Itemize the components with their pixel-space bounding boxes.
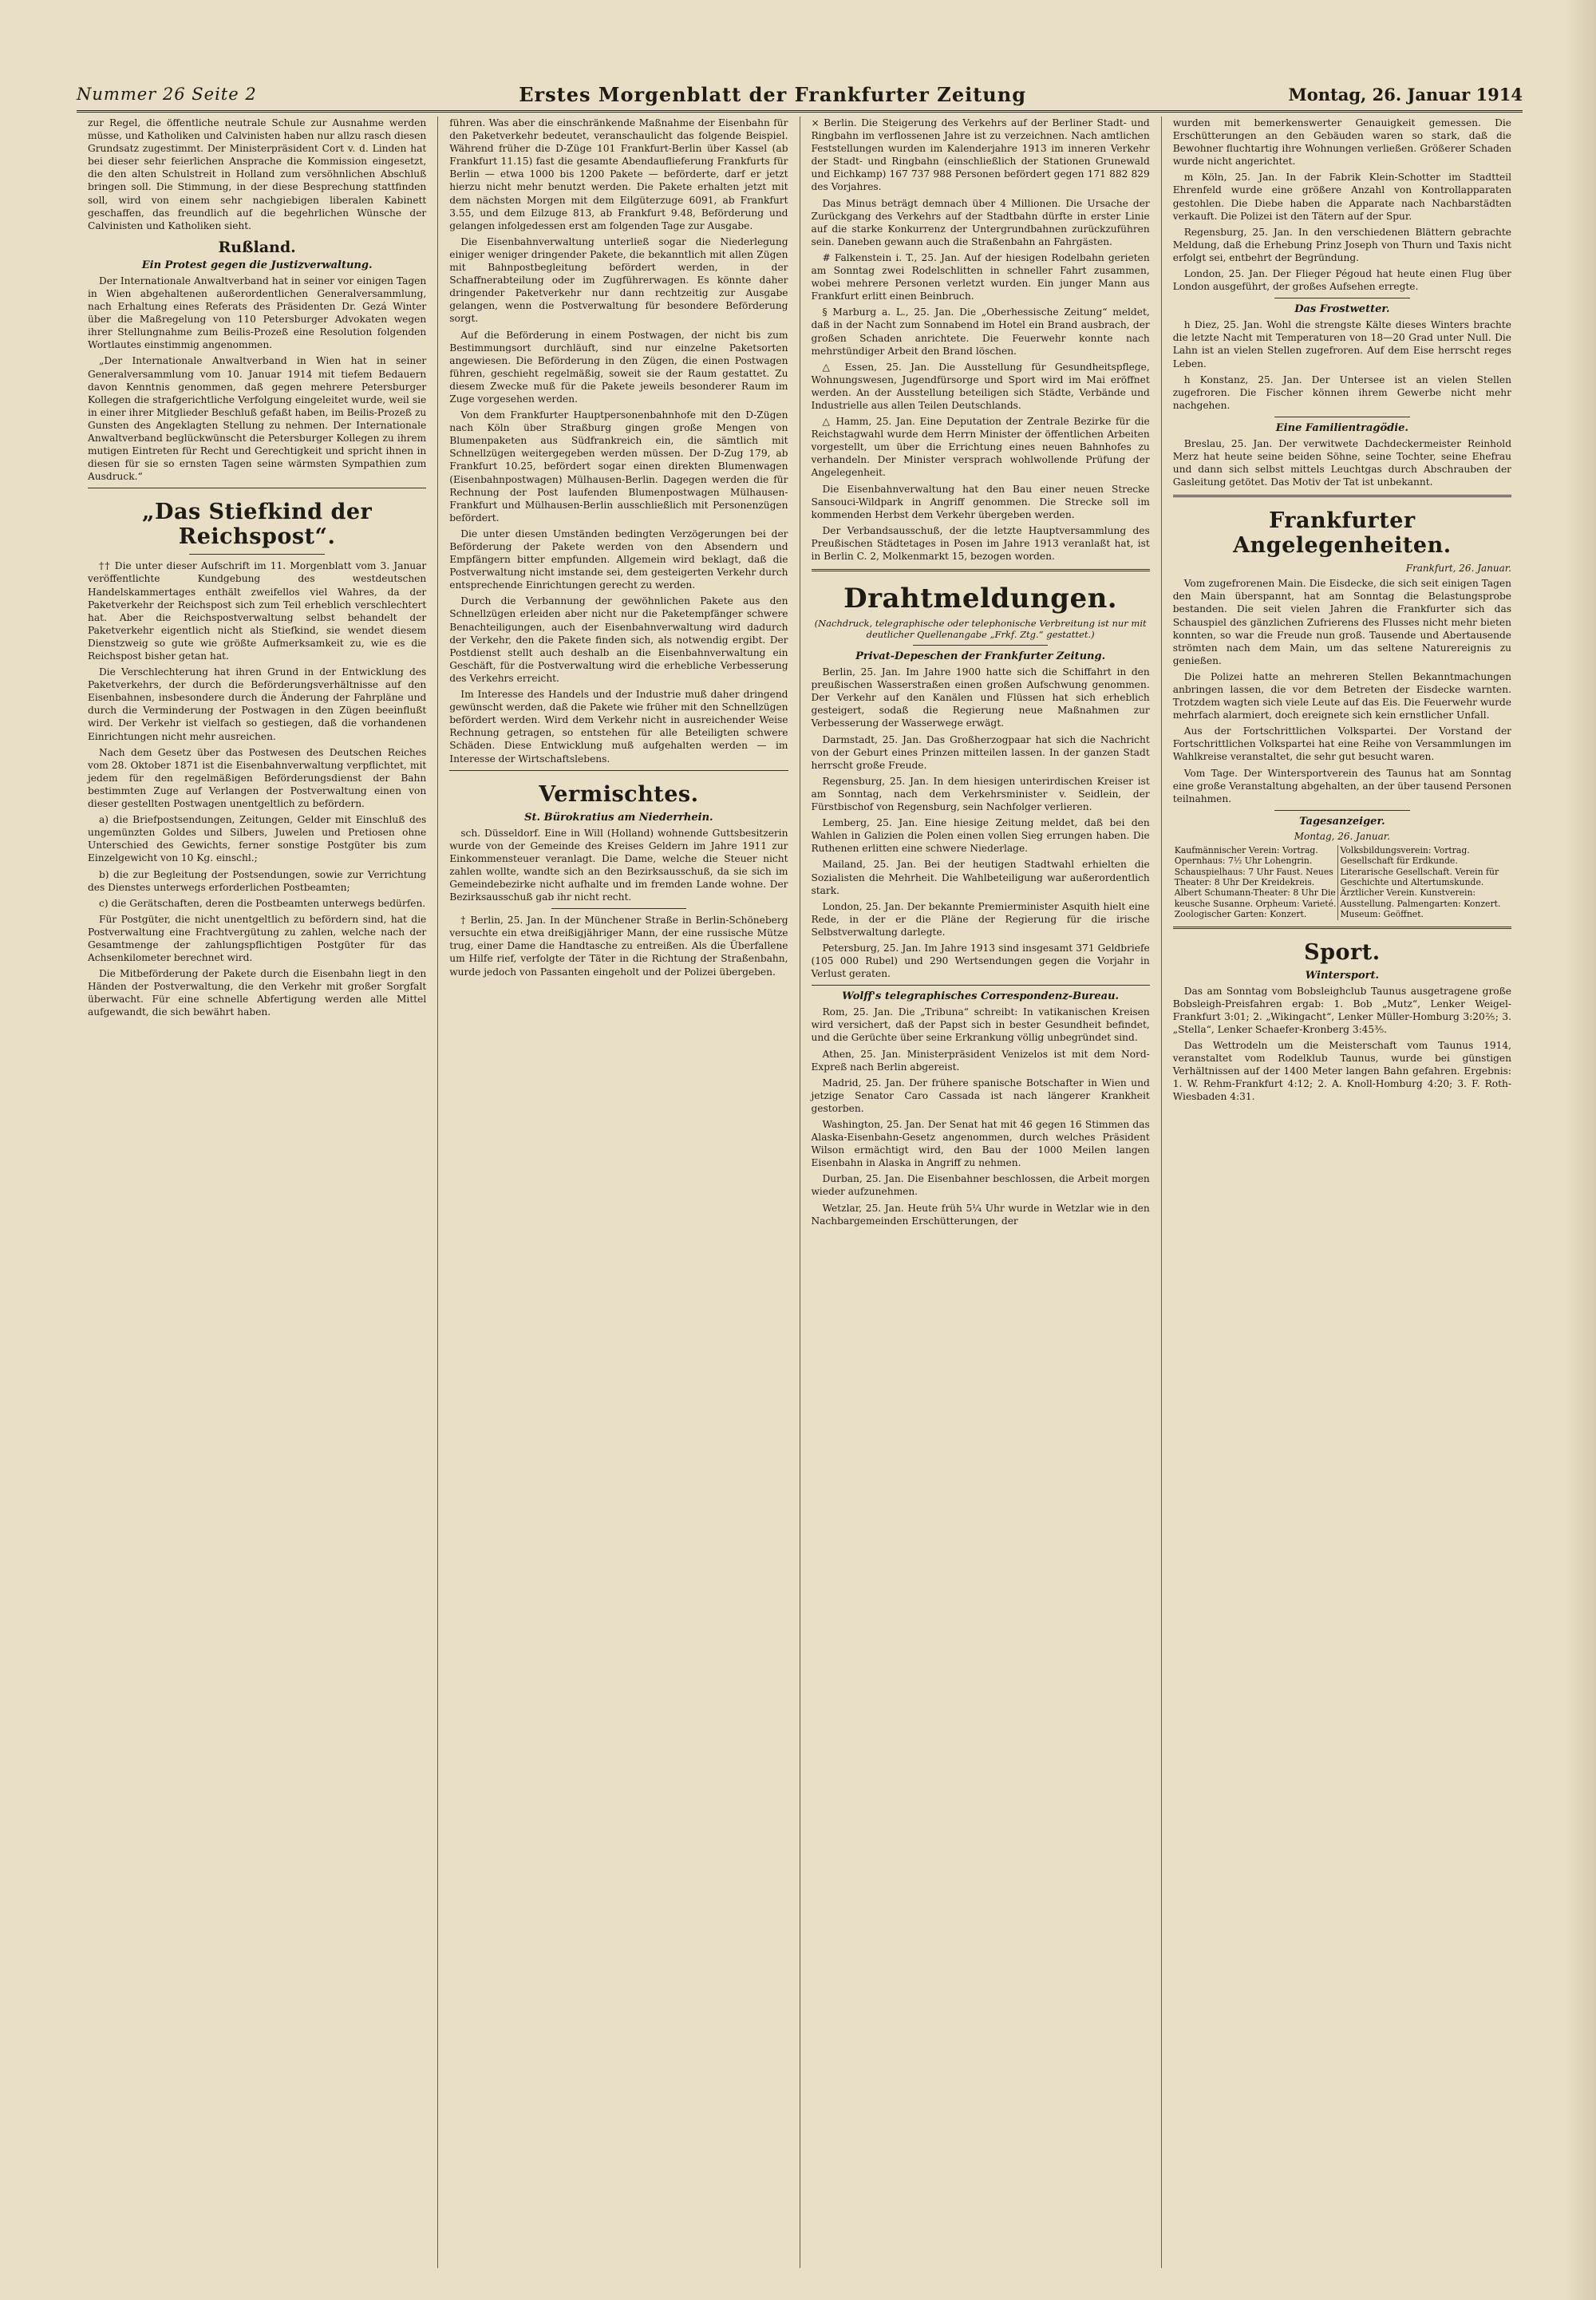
article-text: a) die Briefpostsendungen, Zeitungen, Gelder mit Einschluß des ungemünzten Goldes und Silbers, Juwelen und Pretiosen ohne Unterschied des Gewichts, ferner sonstige Postgüter bis zum Einzelgewicht von 10 Kg. einschl.;	[88, 814, 427, 864]
article-text: Vom zugefrorenen Main. Die Eisdecke, die sich seit einigen Tagen den Main überspannt, hat am Sonntag die Belastungsprobe bestanden. Die seit vielen Jahren die Frankfurter sich das Schauspiel des gänzlichen Zufrierens des Flusses nicht mehr bieten konnten, so war die Freude nun groß. Tausende und Abertausende strömten nach dem Main, um das seltene Naturereignis zu genießen.	[1172, 578, 1511, 666]
article-text: Rom, 25. Jan. Die „Tribuna“ schreibt: In vatikanischen Kreisen wird versichert, daß der Papst sich in bester Gesundheit befindet, und die Gerüchte über seine Erkrankung völlig unbegründet sind.	[811, 1006, 1150, 1044]
article-text: b) die zur Begleitung der Postsendungen, sowie zur Verrichtung des Dienstes unterwegs erforderlichen Postbeamten;	[88, 868, 427, 893]
article-text: Im Interesse des Handels und der Industrie muß daher dringend gewünscht werden, daß die Pakete wie früher mit den Schnellzügen befördert werden. Wird dem Verkehr nicht in ausreichender Weise Rechnung getragen, so entstehen für alle Beteiligten schwere Schäden. Diese Entwicklung muß aufgehalten werden — im Interesse der Wirtschaftslebens.	[449, 689, 788, 765]
article-text: Aus der Fortschrittlichen Volkspartei. Der Vorstand der Fortschrittlichen Volkspartei hat eine Reihe von Versammlungen im Wahlkreise veranstaltet, die sehr gut besucht waren.	[1172, 725, 1511, 763]
section-heading-frankfurt: Frankfurter Angelegenheiten.	[1233, 508, 1452, 559]
article-text: Vom Tage. Der Wintersportverein des Taunus hat am Sonntag eine große Veranstaltung abgehalten, an der über tausend Personen teilnahmen.	[1172, 767, 1511, 804]
article-text: führen. Was aber die einschränkende Maßnahme der Eisenbahn für den Paketverkehr bedeutet, veranschaulicht das folgende Beispiel. Während früher die D-Züge 101 Frankfurt-Berlin über Kassel (ab Frankfurt 11.15) fast die gesamte Abendauflieferung Frankfurts für Berlin — etwa 1000 bis 1200 Pakete — beförderte, darf er jetzt hierzu nicht mehr benutzt werden. Die Pakete erhalten jetzt mit dem nächsten Morgen mit dem Eilgüterzuge 6091, ab Frankfurt 3.55, und dem Eilzuge 813, ab Frankfurt 9.48, Beförderung und gelangen infolgedessen erst am folgenden Tage zur Ausgabe.	[449, 117, 788, 231]
article-text: Von dem Frankfurter Hauptpersonenbahnhofe mit den D-Zügen nach Köln über Straßburg gingen große Mengen von Blumenpaketen aus Südfrankreich ein, die sämtlich mit Schnellzügen weitergegeben werden müssen. Der D-Zug 179, ab Frankfurt 10.25, befördert sogar einen direkten Blumenwagen (Eisenbahnpostwagen) Mülhausen-Berlin. Dagegen werden die für Rechnung der Post laufenden Blumenpostwagen Mülhausen-Frankfurt und Mülhausen-Berlin ausschließlich mit Personenzügen befördert.	[449, 409, 788, 524]
column-3	[800, 117, 1162, 2268]
subsection-heading-tagesanzeiger: Tagesanzeiger.	[1299, 815, 1385, 828]
article-text: Berlin, 25. Jan. Im Jahre 1900 hatte sich die Schiffahrt in den preußischen Wasserstraßen einen großen Aufschwung genommen. Der Verkehr auf den Kanälen und Flüssen hat sich erheblich gesteigert, sodaß die Regierung neue Maßnahmen zur Verbesserung der Wasserwege erwägt.	[811, 666, 1150, 729]
article-text: wurden mit bemerkenswerter Genauigkeit gemessen. Die Erschütterungen an den Gebäuden waren so stark, daß die Bewohner fluchtartig ihre Wohnungen verließen. Größerer Schaden wurde nicht angerichtet.	[1172, 117, 1511, 168]
column-2	[438, 117, 800, 2268]
article-text: sch. Düsseldorf. Eine in Will (Holland) wohnende Guttsbesitzerin wurde von der Gemeinde des Kreises Geldern im Jahre 1911 zur Einkommensteuer veranlagt. Die Dame, welche die Steuer nicht zahlen wollte, wandte sich an den Bezirksausschuß, da sie sich im Gemeindebezirke nicht aufhalte und im fremden Lande wohne. Der Bezirksausschuß gab ihr nicht recht.	[449, 827, 788, 903]
article-subheading: Wintersport.	[1305, 969, 1380, 982]
article-text: Das Minus beträgt demnach über 4 Millionen. Die Ursache der Zurückgang des Verkehrs auf der Stadtbahn dürfte in erster Linie auf die starke Konkurrenz der Untergrundbahnen zurückzuführen sein. Daneben gewann auch die Straßenbahn an Fahrgästen.	[811, 197, 1150, 247]
issue-date: Montag, 26. Januar 1914	[1288, 84, 1523, 105]
article-text: Die Verschlechterung hat ihren Grund in der Entwicklung des Paketverkehrs, der durch die Beförderungsverhältnisse auf den Eisenbahnen, insbesondere durch die Änderung der Fahrpläne und durch die Verminderung der Postwagen in den Zügen beeinflußt wird. Der Verkehr ist vielfach so gestiegen, daß die vorhandenen Einrichtungen nicht mehr ausreichen.	[88, 666, 427, 742]
divider	[812, 569, 1150, 571]
article-text: Das am Sonntag vom Bobsleighclub Taunus ausgetragene große Bobsleigh-Preisfahren ergab: 1. Bob „Mutz“, Lenker Weigel-Frankfurt 3:01; 2. „Wikingacht“, Lenker Müller-Homburg 3:20⅖; 3. „Stella“, Lenker Schaefer-Kronberg 3:45⅗.	[1172, 985, 1511, 1035]
article-text: Athen, 25. Jan. Ministerpräsident Venizelos ist mit dem Nord-Expreß nach Berlin abgereist.	[811, 1048, 1150, 1073]
article-text: Washington, 25. Jan. Der Senat hat mit 46 gegen 16 Stimmen das Alaska-Eisenbahn-Gesetz angenommen, durch welches Präsident Wilson ermächtigt wird, den Bau der 1000 Meilen langen Eisenbahn in Alaska in Angriff zu nehmen.	[811, 1119, 1150, 1169]
reprint-notice: (Nachdruck, telegraphische oder telephonische Verbreitung ist nur mit deutlicher Quellenangabe „Frkf. Ztg.“ gestattet.)	[814, 618, 1147, 641]
newspaper-title: Erstes Morgenblatt der Frankfurter Zeitung	[519, 82, 1026, 106]
columns	[77, 117, 1523, 2268]
article-text: „Der Internationale Anwaltverband in Wien hat in seiner Generalversammlung vom 10. Januar 1914 mit tiefem Bedauern davon Kenntnis genommen, daß gegen mehrere Petersburger Kollegen die strafgerichtliche Verfolgung eingeleitet wurde, weil sie in einer ihrer Mitglieder Beschluß gefaßt haben, im Beilis-Prozeß zu Gunsten des Angeklagten Stellung zu nehmen. Der Internationale Anwaltverband beglückwünscht die Petersburger Kollegen zu ihrem mutigen Eintreten für Recht und Gerechtigkeit und spricht ihnen in diesen für sie so ernsten Tagen seine wärmsten Sympathien zum Ausdruck.“	[88, 355, 427, 483]
article-text: Die unter diesen Umständen bedingten Verzögerungen bei der Beförderung der Pakete werden von den Absendern und Empfängern bitter empfunden. Allgemein wird beklagt, daß die Postverwaltung nicht imstande sei, dem gesteigerten Verkehr durch entsprechende Einrichtungen gerecht zu werden.	[449, 528, 788, 591]
article-text: †† Die unter dieser Aufschrift im 11. Morgenblatt vom 3. Januar veröffentlichte Kundgebung des westdeutschen Handelskammertages enthält zweifellos viel Wahres, da der Paketverkehr der Reichspost sich zum Teil erheblich verschlechtert hat. Aber die Reichspostverwaltung selbst behandelt der Paketverkehr eigentlich nicht als Stiefkind, sie wendet diesem Dienstzweig so gute wie größte Aufmerksamkeit zu, wie es die Reichspost bisher getan hat.	[88, 560, 427, 662]
article-text: Die Eisenbahnverwaltung hat den Bau einer neuen Strecke Sansouci-Wildpark in Angriff genommen. Die Strecke soll im kommenden Herbst dem Verkehr übergeben werden.	[811, 483, 1150, 520]
masthead	[77, 78, 1523, 113]
section-heading-russland: Rußland.	[218, 238, 296, 256]
article-text: London, 25. Jan. Der bekannte Premierminister Asquith hielt eine Rede, in der er die Pläne der Regierung für die irische Selbstverwaltung darlegte.	[811, 900, 1150, 938]
article-text: h Diez, 25. Jan. Wohl die strengste Kälte dieses Winters brachte die letzte Nacht mit Temperaturen von 18—20 Grad unter Null. Die Lahn ist an vielen Stellen zugefroren. Auf dem Eise herrscht reges Leben.	[1172, 319, 1511, 370]
article-text: Durch die Verbannung der gewöhnlichen Pakete aus den Schnellzügen erleiden aber nicht nur die Paketempfänger schwere Benachteiligungen, auch der Eisenbahnverwaltung wird dadurch der Verkehr, den die Pakete finden sich, als notwendig ergibt. Der Postdienst stellt auch deshalb an die Eisenbahnverwaltung ein Geschäft, für die Postverwaltung wird die erhebliche Verbesserung des Verkehrs erreicht.	[449, 595, 788, 684]
subsection-heading-privat: Privat-Depeschen der Frankfurter Zeitung.	[855, 650, 1106, 663]
article-text: Breslau, 25. Jan. Der verwitwete Dachdeckermeister Reinhold Merz hat heute seine beiden Söhne, seine Tochter, seine Ehefrau und dann sich selbst mittels Leuchtgas durch Abschrauben der Gasleitung getötet. Das Motiv der Tat ist unbekannt.	[1172, 437, 1511, 488]
column-4	[1162, 117, 1523, 2268]
article-text: § Marburg a. L., 25. Jan. Die „Oberhessische Zeitung“ meldet, daß in der Nacht zum Sonnabend im Hotel ein Brand ausbrach, der großen Schaden anrichtete. Die Feuerwehr konnte nach mehrstündiger Arbeit den Brand löschen.	[811, 306, 1150, 357]
page-number: Nummer 26 Seite 2	[77, 85, 257, 104]
article-subheading: Ein Protest gegen die Justizverwaltung.	[141, 259, 373, 271]
article-text: Der Verbandsausschuß, der die letzte Hauptversammlung des Preußischen Städtetages in Posen im Jahre 1913 veranlaßt hat, ist in Berlin C. 2, Molkenmarkt 15, bezogen worden.	[811, 524, 1150, 562]
article-text: Auf die Beförderung in einem Postwagen, der nicht bis zum Bestimmungsort durchläuft, sind nur einzelne Paketsorten angewiesen. Die Beförderung in den Zügen, die einen Postwagen führen, geschieht regelmäßig, soweit sie der Raum gestattet. Zu diesem Zwecke muß für die Pakete jeweils besonderer Raum im Zuge vorgesehen werden.	[449, 329, 788, 405]
article-text: Madrid, 25. Jan. Der frühere spanische Botschafter in Wien und jetzige Senator Caro Cassada ist nach längerer Krankheit gestorben.	[811, 1077, 1150, 1114]
article-text: London, 25. Jan. Der Flieger Pégoud hat heute einen Flug über London ausgeführt, der großes Aufsehen erregte.	[1172, 268, 1511, 293]
section-heading-drahtmeldungen: Drahtmeldungen.	[843, 583, 1118, 615]
article-text: Mailand, 25. Jan. Bei der heutigen Stadtwahl erhielten die Sozialisten die Mehrheit. Die Wahlbeteiligung war außerordentlich stark.	[811, 859, 1150, 896]
article-text: h Konstanz, 25. Jan. Der Untersee ist an vielen Stellen zugefroren. Die Fischer können ihrem Gewerbe nicht mehr nachgehen.	[1172, 373, 1511, 411]
article-text: Lemberg, 25. Jan. Eine hiesige Zeitung meldet, daß bei den Wahlen in Galizien die Polen einen vollen Sieg errungen haben. Die Ruthenen erlitten eine schwere Niederlage.	[811, 817, 1150, 855]
article-headline-stiefkind: „Das Stiefkind der Reichspost“.	[142, 500, 373, 550]
article-text: Die Eisenbahnverwaltung unterließ sogar die Niederlegung einiger weniger dringender Pakete, die bekanntlich mit allen Zügen mit Bahnpostbegleitung befördert werden, in der Schaffnerabteilung oder im Zugführerwagen. Es könnte daher dringender Paketverkehr nur dann rechtzeitig zur Ausgabe gelangen, wenn die Postverwaltung für besondere Beförderung sorgt.	[449, 235, 788, 325]
page-edge-shadow	[1564, 0, 1596, 2300]
article-text: △ Essen, 25. Jan. Die Ausstellung für Gesundheitspflege, Wohnungswesen, Jugendfürsorge und Sport wird im Mai eröffnet werden. An der Ausstellung beteiligen sich Städte, Verbände und Industrielle aus allen Teilen Deutschlands.	[811, 361, 1150, 411]
divider	[812, 985, 1150, 986]
divider	[1173, 495, 1511, 497]
dateline: Frankfurt, 26. Januar.	[1405, 563, 1511, 575]
tagesanzeiger-right: Volksbildungsverein: Vortrag. Gesellschaft für Erdkunde. Literarische Gesellschaft. Verein für Geschichte und Altertumskunde. Ärztlicher Verein. Kunstverein: Ausstellung. Palmengarten: Konzert. Museum: Geöffnet.	[1340, 844, 1501, 920]
section-heading-vermischtes: Vermischtes.	[539, 781, 699, 807]
tagesanzeiger-date: Montag, 26. Januar.	[1294, 830, 1390, 842]
article-text: △ Hamm, 25. Jan. Eine Deputation der Zentrale Bezirke für die Reichstagwahl wurde dem Herrn Minister der öffentlichen Arbeiten vorgestellt, um über die Errichtung eines neuen Bahnhofes zu verhandeln. Der Minister versprach wohlwollende Prüfung der Angelegenheit.	[811, 416, 1150, 479]
section-heading-sport: Sport.	[1304, 939, 1381, 965]
article-text: × Berlin. Die Steigerung des Verkehrs auf der Berliner Stadt- und Ringbahn im verflossenen Jahre ist zu verzeichnen. Nach amtlichen Feststellungen wurden im Kalenderjahre 1913 im inneren Verkehr der Stadt- und Ringbahn (einschließlich der Stationen Grunewald und Eichkamp) 167 737 988 Personen befördert gegen 171 882 829 des Vorjahres.	[811, 117, 1150, 193]
article-text: Für Postgüter, die nicht unentgeltlich zu befördern sind, hat die Postverwaltung eine Frachtvergütung zu zahlen, welche nach der Gesamtmenge der zahlungspflichtigen Postgüter für das Achsenkilometer berechnet wird.	[88, 913, 427, 964]
subsection-heading-familie: Eine Familientragödie.	[1275, 421, 1408, 434]
subsection-heading-frost: Das Frostwetter.	[1294, 303, 1390, 316]
article-text: Der Internationale Anwaltverband hat in seiner vor einigen Tagen in Wien abgehaltenen außerordentlichen Generalversammlung, nach Erhaltung eines Referats des Präsidenten Dr. Gezá Winter über die Maßregelung von 110 Petersburger Advokaten wegen ihrer Stellungnahme zum Beilis-Prozeß eine Resolution folgenden Wortlautes einstimmig angenommen.	[88, 275, 427, 351]
article-text: Darmstadt, 25. Jan. Das Großherzogpaar hat sich die Nachricht von der Geburt eines Prinzen mitteilen lassen. In der ganzen Stadt herrscht große Freude.	[811, 733, 1150, 771]
article-text: † Berlin, 25. Jan. In der Münchener Straße in Berlin-Schöneberg versuchte ein etwa dreißigjähriger Mann, der eine russische Mütze trug, einer Dame die Handtasche zu entreißen. Als die Überfallene um Hilfe rief, verfolgte der Täter in die Richtung der Straßenbahn, wurde jedoch von Passanten eingeholt und der Polizei übergeben.	[449, 915, 788, 978]
column-1	[77, 117, 438, 2268]
divider	[1173, 927, 1511, 929]
divider	[913, 645, 1049, 646]
subsection-heading-wolff: Wolff's telegraphisches Correspondenz-Bureau.	[842, 990, 1120, 1003]
article-text: Die Polizei hatte an mehreren Stellen Bekanntmachungen anbringen lassen, die vor dem Betreten der Eisdecke warnten. Trotzdem wagten sich viele Leute auf das Eis. Die Feuerwehr wurde mehrfach alarmiert, doch ereignete sich kein ernstlicher Unfall.	[1172, 670, 1511, 721]
article-text: m Köln, 25. Jan. In der Fabrik Klein-Schotter im Stadtteil Ehrenfeld wurde eine größere Anzahl von Kontrollapparaten gestohlen. Die Diebe haben die Apparate nach Nachbarstädten verkauft. Die Polizei ist den Tätern auf der Spur.	[1172, 172, 1511, 222]
divider	[449, 770, 788, 771]
article-text: Regensburg, 25. Jan. In den verschiedenen Blättern gebrachte Meldung, daß die Erhebung Prinz Joseph von Thurn und Taxis nicht erfolgt sei, entbehrt der Begründung.	[1172, 226, 1511, 263]
article-text: Das Wettrodeln um die Meisterschaft vom Taunus 1914, veranstaltet vom Rodelklub Taunus, wurde bei günstigen Verhältnissen auf der 1400 Meter langen Bahn gefahren. Ergebnis: 1. W. Rehm-Frankfurt 4:12; 2. A. Knoll-Homburg 4:20; 3. F. Roth-Wiesbaden 4:31.	[1172, 1040, 1511, 1103]
divider	[189, 554, 325, 555]
article-subheading: St. Bürokratius am Niederrhein.	[524, 811, 713, 824]
tagesanzeiger-table	[1173, 845, 1511, 920]
divider	[551, 908, 687, 909]
article-text: # Falkenstein i. T., 25. Jan. Auf der hiesigen Rodelbahn gerieten am Sonntag zwei Rodelschlitten in schneller Fahrt zusammen, wobei mehrere Personen verletzt wurden. Ein junger Mann aus Frankfurt erlitt einen Beinbruch.	[811, 251, 1150, 302]
article-text: Nach dem Gesetz über das Postwesen des Deutschen Reiches vom 28. Oktober 1871 ist die Eisenbahnverwaltung verpflichtet, mit jedem für den regelmäßigen Beförderungsdienst der Bahn bestimmten Zuge auf Verlangen der Postverwaltung einen von dieser gestellten Postwagen unentgeltlich zu befördern.	[88, 746, 427, 810]
divider	[1274, 810, 1410, 811]
article-text: zur Regel, die öffentliche neutrale Schule zur Ausnahme werden müsse, und Katholiken und Calvinisten haben nur allzu rasch diesen Grundsatz zugestimmt. Der Ministerpräsident Cort v. d. Linden hat bei dieser sehr feierlichen Ansprache die Kommission eingesetzt, die den alten Schulstreit in Holland zum versöhnlichen Abschluß bringen soll. Die Stimmung, in der diese Besprechung stattfinden soll, wird von einem sehr nachgiebigen liberalen Kabinett geschaffen, das freundlich auf die begehrlichen Wünsche der Calvinisten und Katholiken sieht.	[88, 117, 427, 231]
article-text: Durban, 25. Jan. Die Eisenbahner beschlossen, die Arbeit morgen wieder aufzunehmen.	[811, 1173, 1150, 1198]
article-text: Wetzlar, 25. Jan. Heute früh 5¼ Uhr wurde in Wetzlar wie in den Nachbargemeinden Erschütterungen, der	[811, 1202, 1150, 1227]
tagesanzeiger-left: Kaufmännischer Verein: Vortrag. Opernhaus: 7½ Uhr Lohengrin. Schauspielhaus: 7 Uhr Faust. Neues Theater: 8 Uhr Der Kreidekreis. Albert Schumann-Theater: 8 Uhr Die keusche Susanne. Orpheum: Varieté. Zoologischer Garten: Konzert.	[1173, 845, 1338, 920]
article-text: Petersburg, 25. Jan. Im Jahre 1913 sind insgesamt 371 Geldbriefe (105 000 Rubel) und 290 Wertsendungen gegen die Vorjahr in Verlust geraten.	[811, 942, 1150, 980]
article-text: c) die Gerätschaften, deren die Postbeamten unterwegs bedürfen.	[99, 897, 426, 909]
article-text: Regensburg, 25. Jan. In dem hiesigen unterirdischen Kreiser ist am Sonntag, nach dem Verkehrsminister v. Seidlein, der Fürstbischof von Regensburg, sein Nachfolger verlieren.	[811, 775, 1150, 813]
article-text: Die Mitbeförderung der Pakete durch die Eisenbahn liegt in den Händen der Postverwaltung, die den Verkehr mit großer Sorgfalt überwacht. Für eine schnelle Abfertigung werden alle Mittel aufgewandt, die sich bewährt haben.	[88, 968, 427, 1018]
